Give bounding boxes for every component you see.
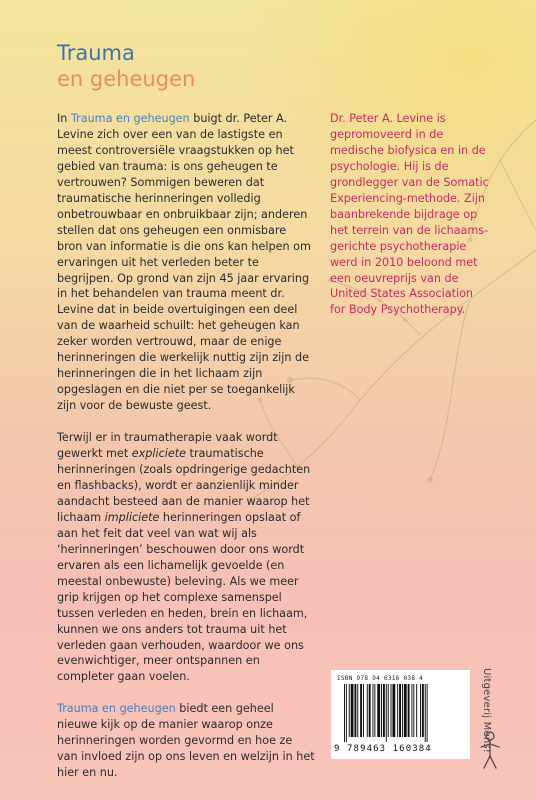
book-title [57,40,195,92]
title-line-2: en geheugen [57,67,196,91]
barcode-bar [427,684,428,742]
closing-text: biedt een geheel nieuwe kijk op de manier waarop onze herinneringen worden gevormd en hoe ze van invloed zijn op ons leven en welzijn in het hier en nu. [57,702,315,780]
publisher-mark [475,668,505,768]
barcode-bars [344,684,458,742]
barcode-bar [346,684,347,742]
isbn-digits: 9 789463 160384 [334,744,432,754]
barcode-bar [391,684,392,737]
barcode-bar [344,684,345,742]
barcode-bar [420,684,421,737]
memory-emphasis-implicit: impliciete [104,510,160,524]
barcode-bar [367,684,368,737]
barcode-bar [392,684,395,737]
memory-text-3: herinneringen opslaat of aan het feit dat veel van wat wij als ‘herinneringen’ beschouwen door ons wordt ervaren als een lichamelijk gevoelde (en meestal onbewuste) beleving. Als we meer grip krijgen op het complexe samenspel tussen verleden en heden, brein en lichaam, kunnen we ons anders tot trauma uit het verleden gaan verhouden, waardoor we ons evenwichtiger, meer ontspannen en completer gaan voelen. [57,510,308,684]
barcode-bar [373,684,374,737]
intro-lead: In [57,112,71,125]
title-line-1: Trauma [57,41,135,65]
isbn-label: ISBN 978 94 6316 038 4 [337,675,424,682]
barcode-bar [351,684,354,737]
paragraph-memory [57,430,315,685]
barcode-bar [357,684,358,737]
barcode-bar [374,684,375,737]
barcode-bar [354,684,356,737]
barcode-bar [413,684,414,737]
memory-text-1: Terwijl er in traumatherapie vaak wordt gewerkt met [57,431,278,461]
barcode-bar [404,684,407,737]
intro-book-title: Trauma en geheugen [70,112,190,125]
barcode-bar [388,684,389,737]
barcode-bar [377,684,380,737]
barcode-bar [402,684,403,737]
barcode-bar [386,684,387,742]
barcode-bar [363,684,364,737]
author-bio: Dr. Peter A. Levine is gepromoveerd in de medische biofysica en in de psychologie. Hij is de grondlegger van de Somatic Experiencing-methode. Zijn baanbrekende bijdrage op het terrein van de lichaamsgerichte psychotherapie werd in 2010 beloond met een oeuvreprijs van de United States Association for Body Psychotherapy. [330,112,489,317]
isbn-barcode [331,670,470,759]
barcode-bar [349,684,350,737]
publisher-logo-figure-icon [475,730,505,770]
barcode-bar [369,684,371,737]
memory-text-2: traumatische herinneringen (zoals opdringerige gedachten en flashbacks), wordt er aanzienlijk minder aandacht besteed aan de manier waarop het lichaam [57,447,311,524]
barcode-bar [397,684,398,737]
paragraph-intro [57,111,315,414]
barcode-bar [383,684,385,737]
barcode-bar [422,684,424,737]
barcode-bar [411,684,412,737]
memory-emphasis-explicit: expliciete [131,447,186,461]
barcode-bar [408,684,410,737]
closing-book-title: Trauma en geheugen [57,702,176,716]
barcode-bar [360,684,362,737]
barcode-bar [416,684,417,737]
barcode-bar [381,684,382,737]
barcode-bar [425,684,426,742]
barcode-bar [399,684,401,737]
intro-text: buigt dr. Peter A. Levine zich over een van de lastigste en meest controversiële vraagstukken op het gebied van trauma: is ons geheugen te vertrouwen? Sommigen beweren dat traumatische herinneringen volledig onbetrouwbaar en onbruikbaar zijn; anderen stellen dat ons geheugen een onmisbare bron van informatie is die ons kan helpen om ervaringen uit het verleden beter te begrijpen. Op grond van zijn 45 jaar ervaring in het behandelen van trauma meent dr. Levine dat in beide overtuigingen een deel van de waarheid schuilt: het geheugen kan zeker worden vertrouwd, maar de enige herinneringen die werkelijk nuttig zijn zijn de herinneringen die in het lichaam zijn opgeslagen en die niet per se toegankelijk zijn voor de bewuste geest. [57,112,311,413]
publisher-name: Uitgeverij Mens! [481,668,492,753]
description-column [57,111,315,797]
paragraph-closing [57,701,315,781]
